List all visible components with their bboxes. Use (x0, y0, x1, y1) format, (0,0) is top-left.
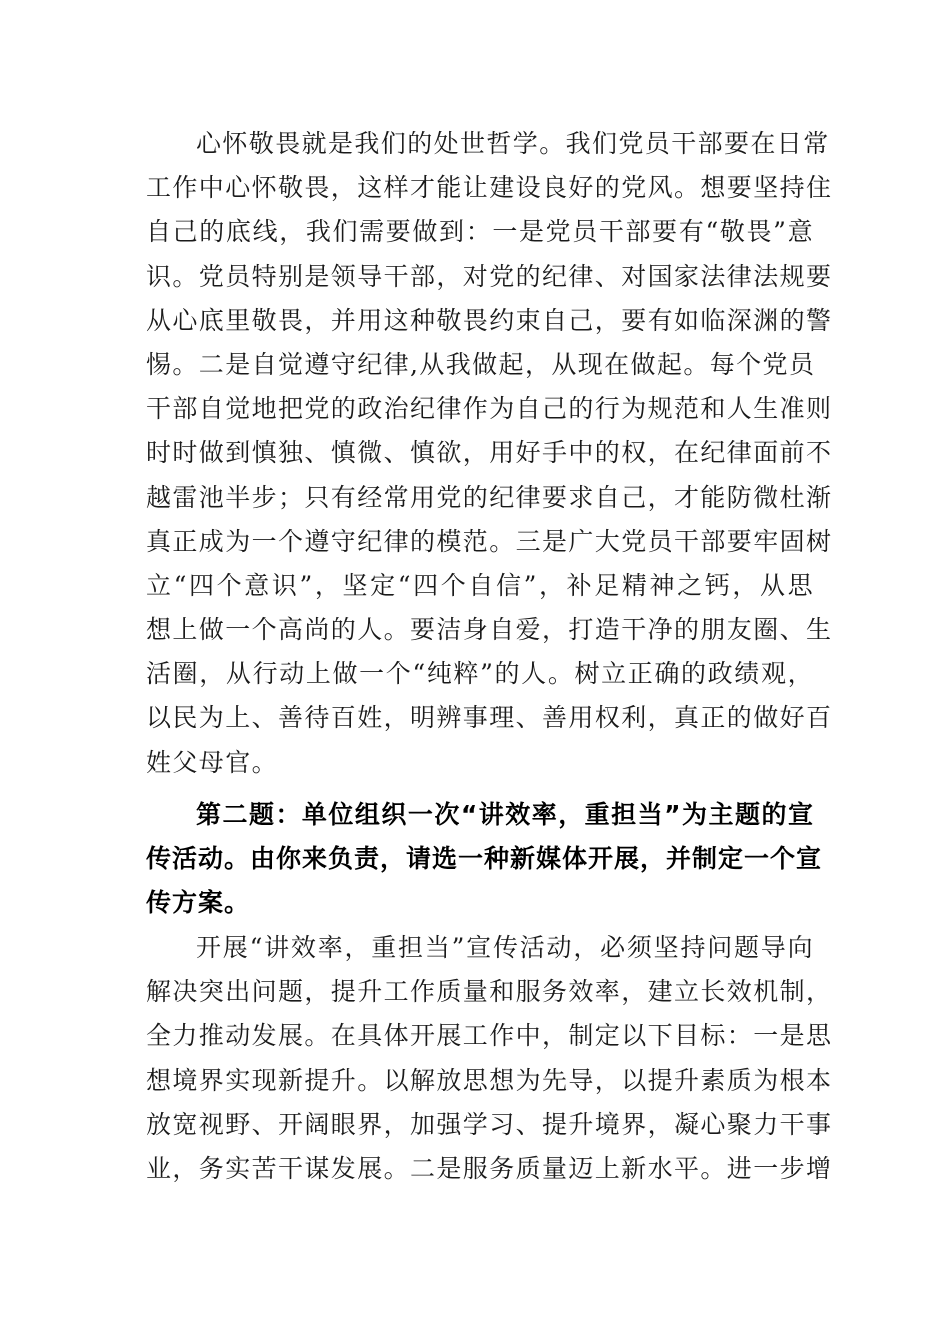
paragraph-line: 以民为上、善待百姓，明辨事理、善用权利，真正的做好百 (146, 703, 833, 733)
paragraph-line: 想境界实现新提升。以解放思想为先导，以提升素质为根本 (146, 1065, 833, 1095)
paragraph-line: 想上做一个高尚的人。要洁身自爱，打造干净的朋友圈、生 (146, 615, 833, 645)
paragraph-line: 识。党员特别是领导干部，对党的纪律、对国家法律法规要 (146, 261, 833, 291)
heading-line: 传方案。 (146, 888, 251, 918)
body-paragraph-1 (146, 122, 833, 785)
body-paragraph-2 (146, 926, 833, 1191)
paragraph-line: 工作中心怀敬畏，这样才能让建设良好的党风。想要坚持住 (146, 173, 833, 203)
paragraph-line: 越雷池半步；只有经常用党的纪律要求自己，才能防微杜渐 (146, 482, 833, 512)
paragraph-line: 立“四个意识”，坚定“四个自信”，补足精神之钙，从思 (146, 570, 814, 600)
paragraph-line: 放宽视野、开阔眼界，加强学习、提升境界，凝心聚力干事 (146, 1109, 833, 1139)
paragraph-line: 心怀敬畏就是我们的处世哲学。我们党员干部要在日常 (196, 129, 830, 158)
paragraph-line: 时时做到慎独、慎微、慎欲，用好手中的权，在纪律面前不 (146, 438, 833, 468)
question-heading (146, 793, 823, 926)
paragraph-line: 从心底里敬畏，并用这种敬畏约束自己，要有如临深渊的警 (146, 305, 833, 335)
paragraph-line: 真正成为一个遵守纪律的模范。三是广大党员干部要牢固树 (146, 526, 833, 556)
paragraph-line: 活圈，从行动上做一个“纯粹”的人。树立正确的政绩观， (146, 659, 814, 689)
paragraph-line: 开展“讲效率，重担当”宣传活动，必须坚持问题导向 (196, 933, 814, 962)
paragraph-line: 姓父母官。 (146, 747, 279, 777)
paragraph-line: 自己的底线，我们需要做到：一是党员干部要有“敬畏”意 (146, 217, 814, 247)
heading-line: 传活动。由你来负责，请选一种新媒体开展，并制定一个宣 (146, 844, 823, 874)
paragraph-line: 惕。二是自觉遵守纪律,从我做起，从现在做起。每个党员 (146, 349, 816, 379)
heading-line: 第二题：单位组织一次“讲效率，重担当”为主题的宣 (196, 800, 814, 829)
paragraph-line: 干部自觉地把党的政治纪律作为自己的行为规范和人生准则 (146, 394, 833, 424)
paragraph-line: 解决突出问题，提升工作质量和服务效率，建立长效机制， (146, 977, 833, 1007)
paragraph-line: 业，务实苦干谋发展。二是服务质量迈上新水平。进一步增 (146, 1153, 833, 1183)
paragraph-line: 全力推动发展。在具体开展工作中，制定以下目标：一是思 (146, 1021, 833, 1051)
